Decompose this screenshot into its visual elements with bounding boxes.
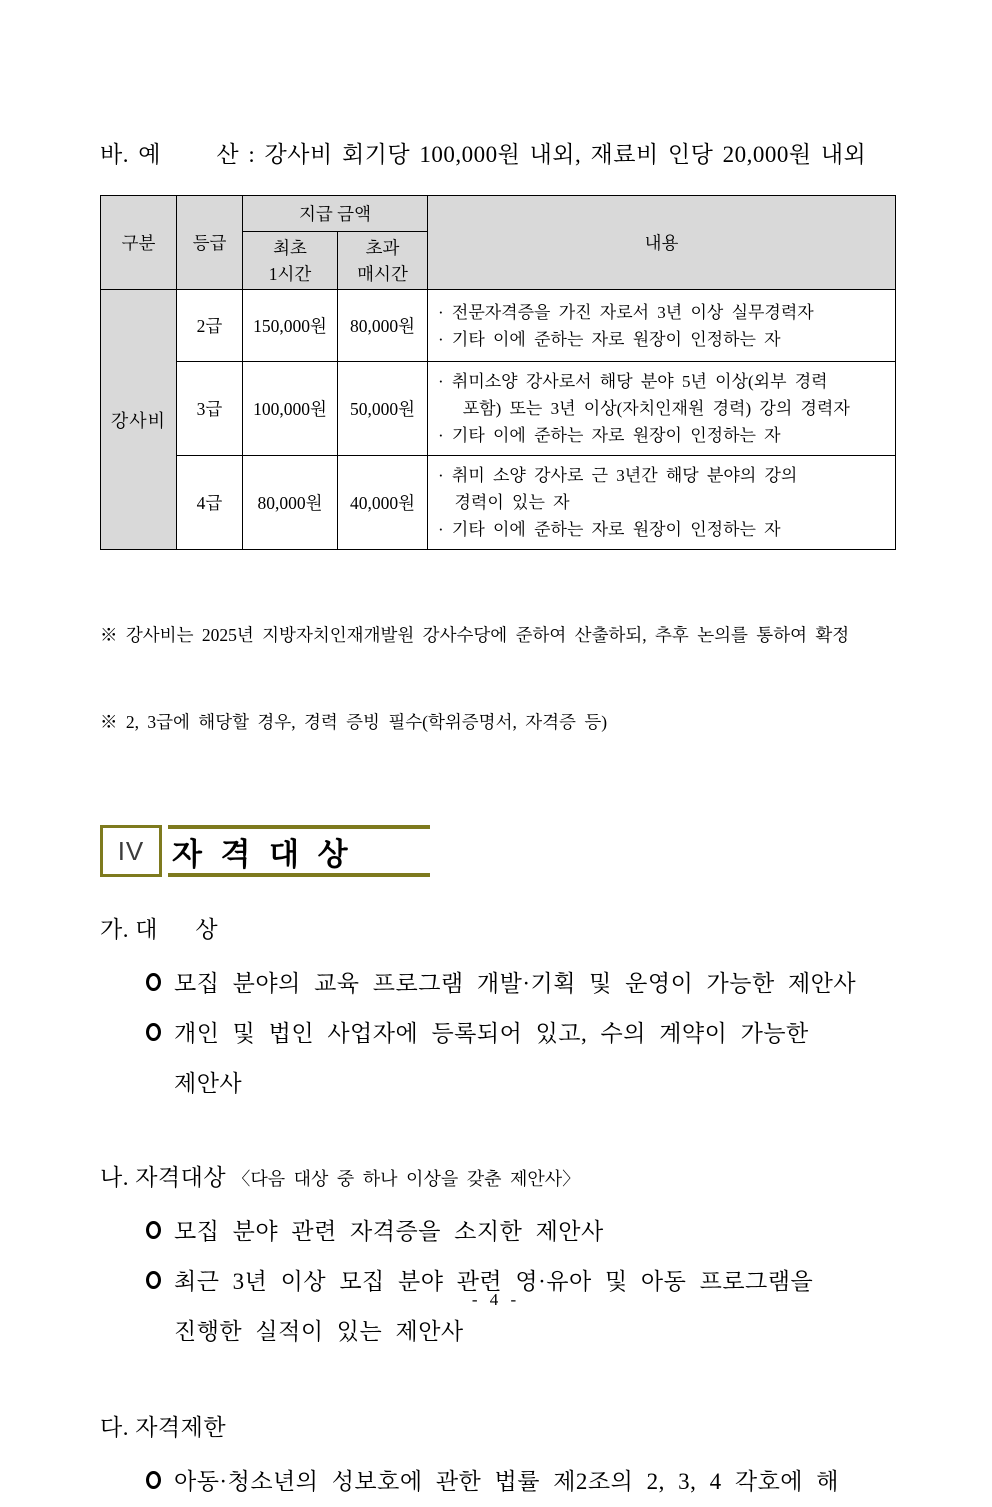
instructor-fee-table bbox=[100, 195, 896, 550]
header-first-hour: 최초 1시간 bbox=[243, 232, 338, 290]
list-item: 최근 3년 이상 모집 분야 관련 영·유아 및 아동 프로그램을 진행한 실적이 있는 제안사 bbox=[146, 1257, 895, 1357]
circle-bullet-icon bbox=[146, 1471, 161, 1489]
first-hour-cell: 100,000원 bbox=[243, 362, 338, 456]
subsection-label: 가. 대 상 bbox=[100, 917, 219, 942]
footnote: ※ 2, 3급에 해당할 경우, 경력 증빙 필수(학위증명서, 자격증 등) bbox=[100, 712, 608, 732]
list-item: 아동·청소년의 성보호에 관한 법률 제2조의 2, 3, 4 각호에 해 bbox=[146, 1457, 895, 1507]
subsection-a bbox=[100, 915, 895, 1109]
table-row bbox=[101, 456, 896, 550]
grade-cell: 4급 bbox=[177, 456, 243, 550]
list-item: 개인 및 법인 사업자에 등록되어 있고, 수의 계약이 가능한 제안사 bbox=[146, 1009, 895, 1109]
content-cell: · 취미소양 강사로서 해당 분야 5년 이상(외부 경력 포함) 또는 3년 이상(자치인재원 경력) 강의 경력자 · 기타 이에 준하는 자로 원장이 인정하는 자 bbox=[428, 362, 896, 456]
footnote: ※ 강사비는 2025년 지방자치인재개발원 강사수당에 준하여 산출하되, 추후 논의를 통하여 확정 bbox=[100, 625, 850, 645]
grade-cell: 2급 bbox=[177, 290, 243, 362]
extra-hour-cell: 40,000원 bbox=[338, 456, 428, 550]
header-content: 내용 bbox=[428, 196, 896, 290]
grade-cell: 3급 bbox=[177, 362, 243, 456]
header-payment-group: 지급 금액 bbox=[243, 196, 428, 232]
budget-heading: 바. 예 산 : 강사비 회기당 100,000원 내외, 재료비 인당 20,000원 내외 bbox=[100, 142, 867, 167]
extra-hour-cell: 50,000원 bbox=[338, 362, 428, 456]
header-extra-hour: 초과 매시간 bbox=[338, 232, 428, 290]
content-cell: · 취미 소양 강사로 근 3년간 해당 분야의 강의 경력이 있는 자 · 기타 이에 준하는 자로 원장이 인정하는 자 bbox=[428, 456, 896, 550]
first-hour-cell: 80,000원 bbox=[243, 456, 338, 550]
subsection-label: 나. 자격대상 〈다음 대상 중 하나 이상을 갖춘 제안사〉 bbox=[100, 1165, 581, 1190]
circle-bullet-icon bbox=[146, 973, 161, 991]
list-item: 모집 분야의 교육 프로그램 개발·기획 및 운영이 가능한 제안사 bbox=[146, 959, 895, 1009]
subsection-label: 다. 자격제한 bbox=[100, 1415, 227, 1440]
list-item: 모집 분야 관련 자격증을 소지한 제안사 bbox=[146, 1207, 895, 1257]
header-gubun: 구분 bbox=[101, 196, 177, 290]
footnotes bbox=[100, 563, 895, 795]
section-title: 자 격 대 상 bbox=[168, 825, 430, 877]
circle-bullet-icon bbox=[146, 1023, 161, 1041]
extra-hour-cell: 80,000원 bbox=[338, 290, 428, 362]
table-row bbox=[101, 362, 896, 456]
subsection-c bbox=[100, 1413, 895, 1507]
section-number-box: IV bbox=[100, 825, 162, 877]
first-hour-cell: 150,000원 bbox=[243, 290, 338, 362]
circle-bullet-icon bbox=[146, 1271, 161, 1289]
page-number: - 4 - bbox=[471, 1290, 521, 1309]
row-group-label: 강사비 bbox=[101, 290, 177, 550]
table-row bbox=[101, 290, 896, 362]
subsection-b bbox=[100, 1163, 895, 1357]
subsection-note: 〈다음 대상 중 하나 이상을 갖춘 제안사〉 bbox=[232, 1169, 581, 1189]
section-heading bbox=[100, 825, 895, 877]
content-cell: · 전문자격증을 가진 자로서 3년 이상 실무경력자 · 기타 이에 준하는 자로 원장이 인정하는 자 bbox=[428, 290, 896, 362]
circle-bullet-icon bbox=[146, 1221, 161, 1239]
header-grade: 등급 bbox=[177, 196, 243, 290]
